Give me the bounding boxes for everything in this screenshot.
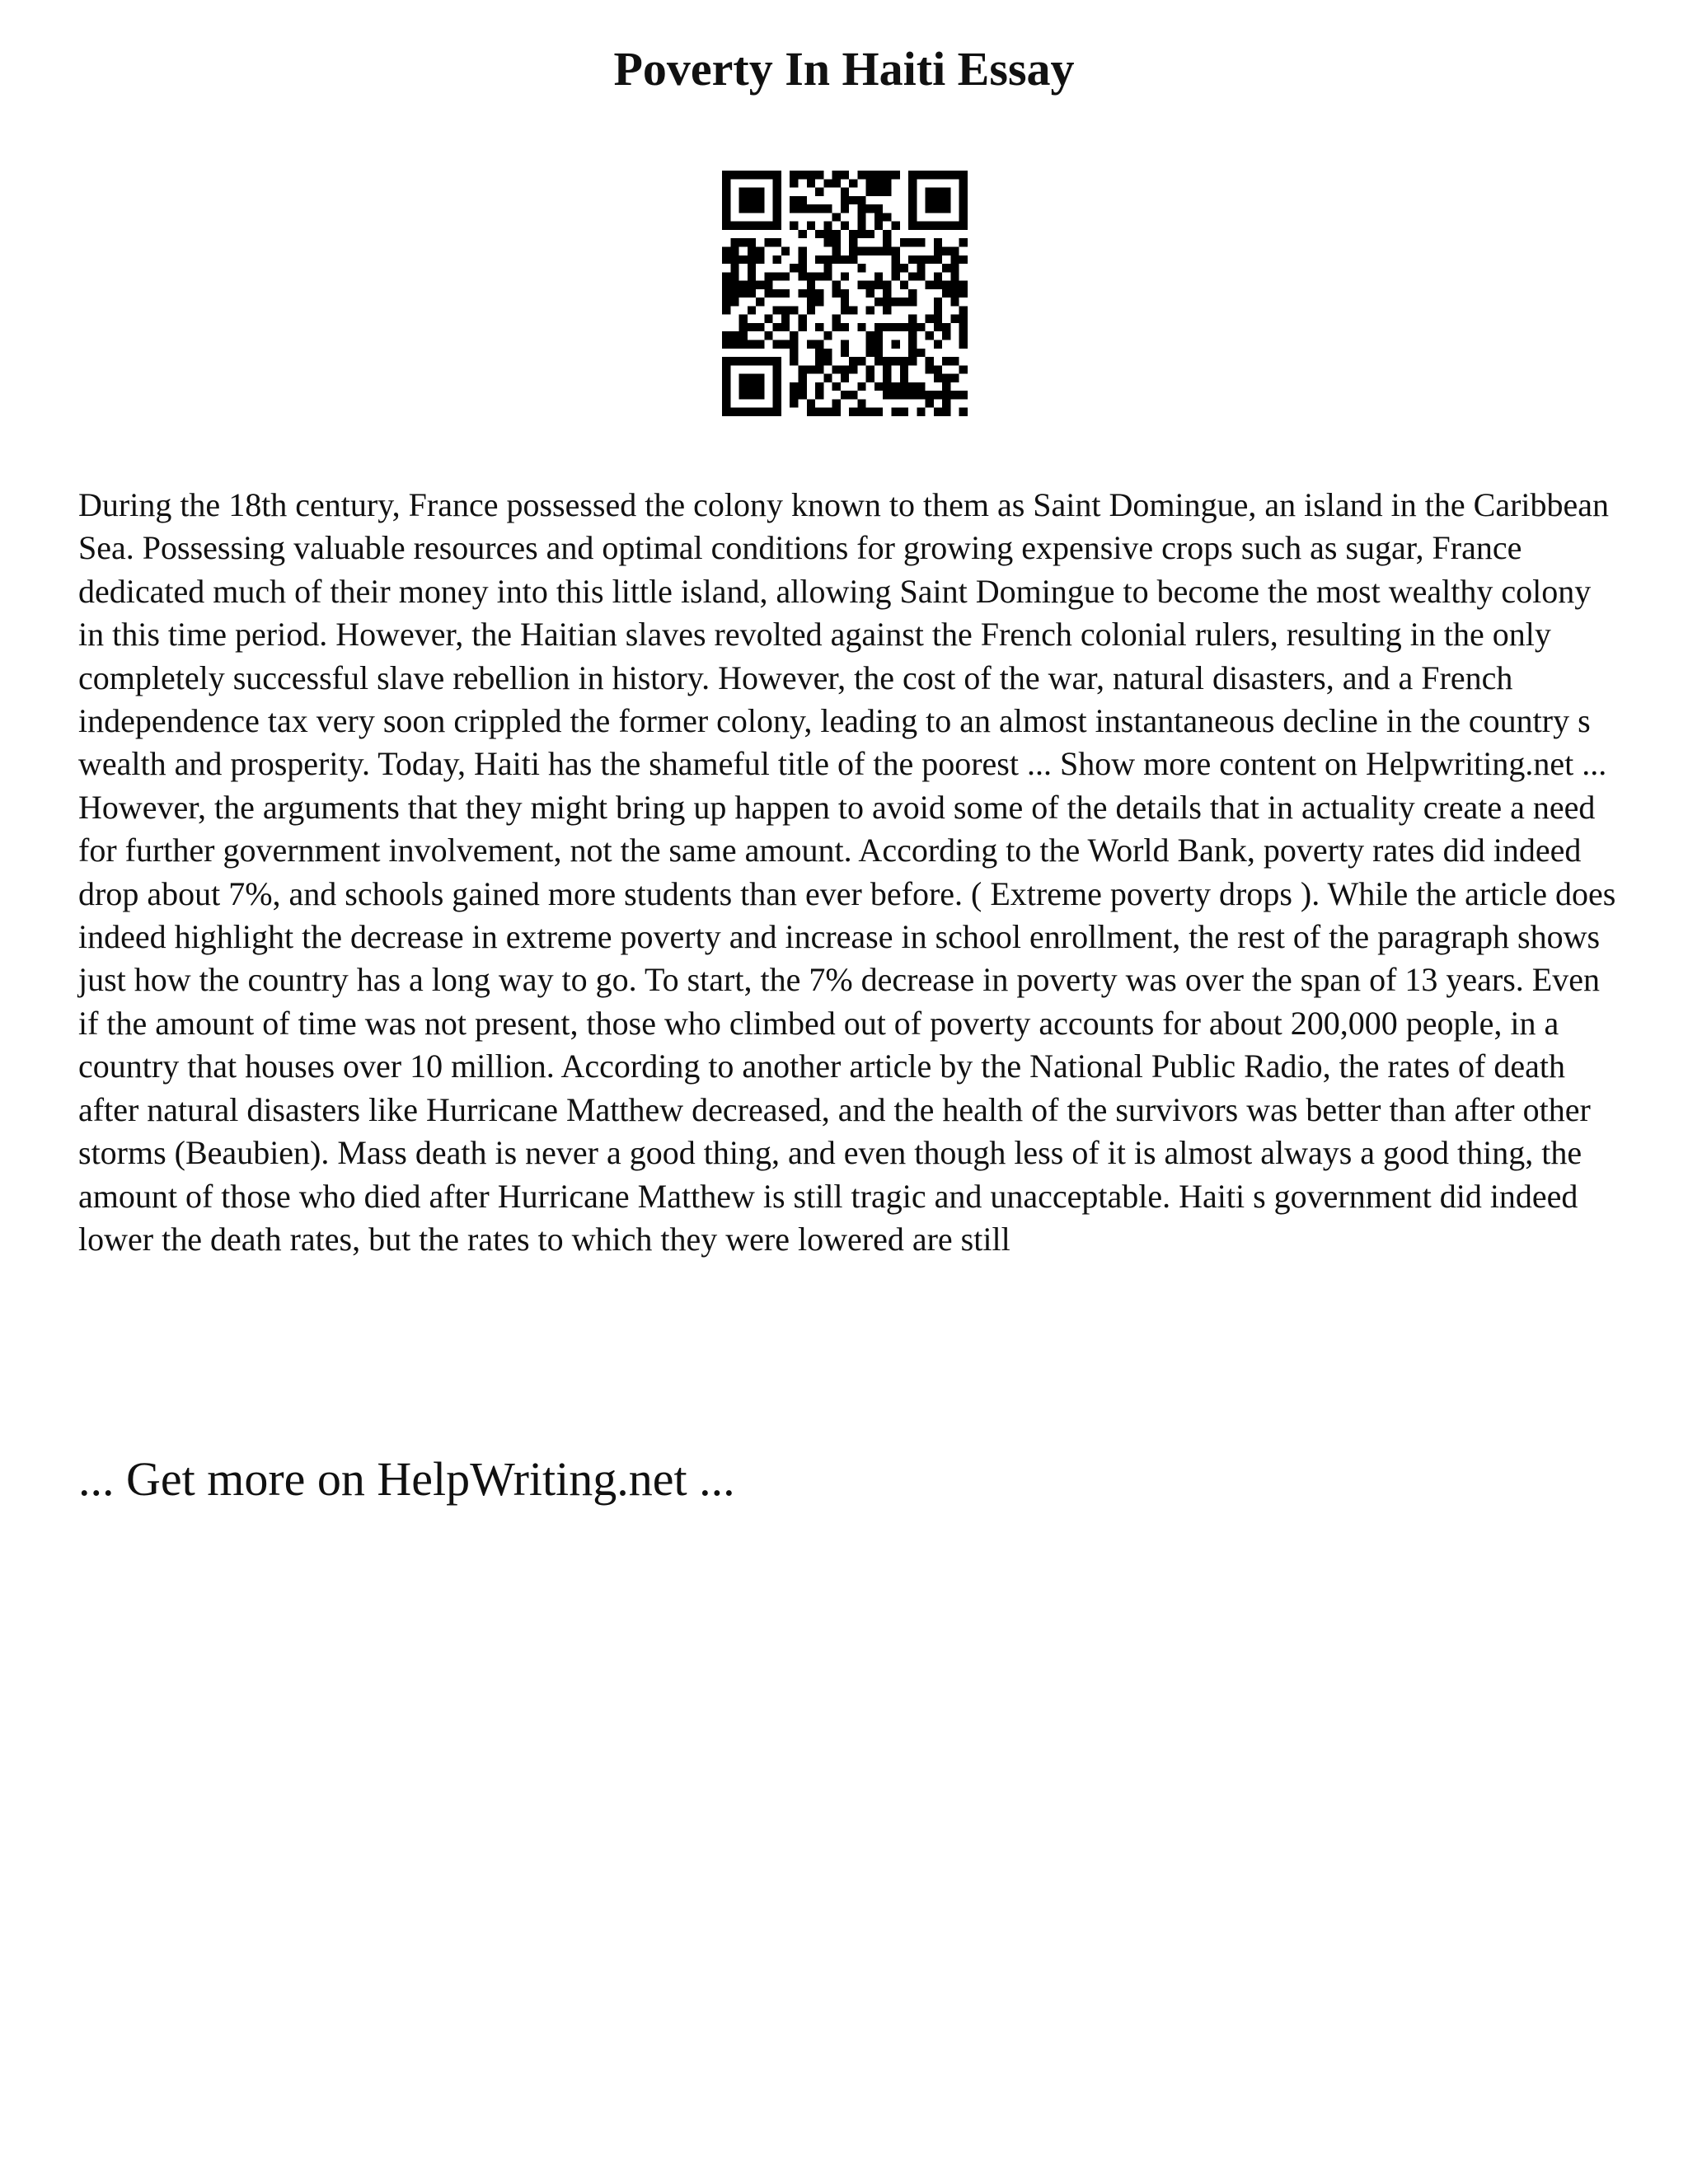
qr-code-icon [722,171,968,416]
essay-body-text: During the 18th century, France possessed the colony known to them as Saint Domingue, an island in the Caribbean Sea. Possessing valuable resources and optimal conditions for growing expensive crops such as sugar, France dedicated much of their money into this little island, allowing Saint Domingue to become the most wealthy colony in this time period. However, the Haitian slaves revolted against the French colonial rulers, resulting in the only completely successful slave rebellion in history. However, the cost of the war, natural disasters, and a French independence tax very soon crippled the former colony, leading to an almost instantaneous decline in the country s wealth and prosperity. Today, Haiti has the shameful title of the poorest ... Show more content on Helpwriting.net ... However, the arguments that they might bring up happen to avoid some of the details that in actuality create a need for further government involvement, not the same amount. According to the World Bank, poverty rates did indeed drop about 7%, and schools gained more students than ever before. ( Extreme poverty drops ). While the article does indeed highlight the decrease in extreme poverty and increase in school enrollment, the rest of the paragraph shows just how the country has a long way to go. To start, the 7% decrease in poverty was over the span of 13 years. Even if the amount of time was not present, those who climbed out of poverty accounts for about 200,000 people, in a country that houses over 10 million. According to another article by the National Public Radio, the rates of death after natural disasters like Hurricane Matthew decreased, and the health of the survivors was better than after other storms (Beaubien). Mass death is never a good thing, and even though less of it is almost always a good thing, the amount of those who died after Hurricane Matthew is still tragic and unacceptable. Haiti s government did indeed lower the death rates, but the rates to which they were lowered are still [78,486,1616,1258]
get-more-link[interactable]: ... Get more on HelpWriting.net ... [78,1452,735,1506]
page-title: Poverty In Haiti Essay [613,42,1075,96]
